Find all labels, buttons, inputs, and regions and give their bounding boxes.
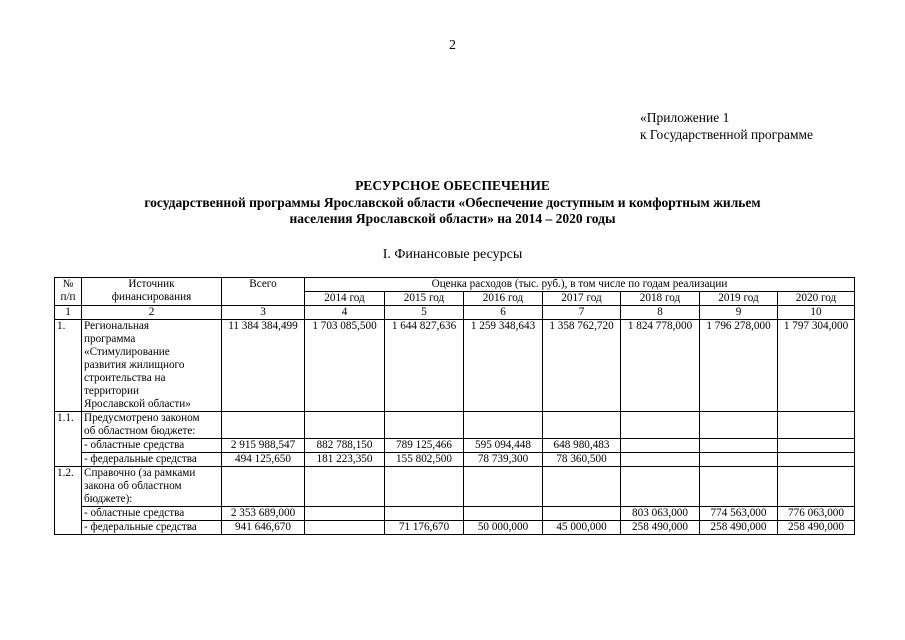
- value-cell: 45 000,000: [543, 521, 621, 535]
- row-source: [82, 412, 222, 439]
- value-cell: [778, 412, 855, 439]
- row-source: - областные средства: [82, 507, 222, 521]
- header-year: 2020 год: [778, 292, 855, 306]
- value-cell: 648 980,483: [543, 439, 621, 453]
- value-cell: [621, 453, 700, 467]
- value-cell: [464, 467, 543, 507]
- value-cell: 595 094,448: [464, 439, 543, 453]
- header-year: 2015 год: [385, 292, 464, 306]
- value-cell: 78 739,300: [464, 453, 543, 467]
- value-cell: 155 802,500: [385, 453, 464, 467]
- value-cell: [778, 453, 855, 467]
- row-source: - федеральные средства: [82, 521, 222, 535]
- value-cell: 803 063,000: [621, 507, 700, 521]
- header-num-line-2: п/п: [60, 291, 76, 303]
- source-line: развития жилищного: [84, 359, 185, 371]
- source-line: Предусмотрено законом: [84, 412, 200, 424]
- title-line-1: РЕСУРСНОЕ ОБЕСПЕЧЕНИЕ: [355, 178, 550, 193]
- value-cell: 181 223,350: [305, 453, 385, 467]
- row-number: 1.2.: [55, 467, 82, 535]
- value-cell: 1 703 085,500: [305, 320, 385, 412]
- page-number: 2: [449, 38, 456, 53]
- value-cell: [778, 467, 855, 507]
- source-line: территории: [84, 385, 139, 397]
- value-cell: [700, 439, 778, 453]
- value-cell: [222, 412, 305, 439]
- value-cell: [778, 439, 855, 453]
- column-number: 5: [385, 306, 464, 320]
- section-title: I. Финансовые ресурсы: [382, 247, 523, 262]
- column-number: 1: [55, 306, 82, 320]
- header-row-1: [55, 278, 855, 292]
- header-year: 2018 год: [621, 292, 700, 306]
- value-cell: [305, 507, 385, 521]
- value-cell: [305, 521, 385, 535]
- source-line: Региональная: [84, 320, 150, 332]
- source-line: закона об областном: [84, 480, 182, 492]
- header-source-line-2: финансирования: [111, 291, 192, 303]
- source-line: «Стимулирование: [84, 346, 170, 358]
- value-cell: 2 915 988,547: [222, 439, 305, 453]
- header-source: [82, 278, 222, 306]
- header-year: 2016 год: [464, 292, 543, 306]
- value-cell: 1 644 827,636: [385, 320, 464, 412]
- value-cell: 2 353 689,000: [222, 507, 305, 521]
- value-cell: [700, 412, 778, 439]
- row-source: [82, 467, 222, 507]
- table-row: [55, 320, 855, 412]
- value-cell: [621, 439, 700, 453]
- value-cell: 882 788,150: [305, 439, 385, 453]
- value-cell: 258 490,000: [700, 521, 778, 535]
- source-line: Справочно (за рамками: [84, 467, 196, 479]
- value-cell: 1 797 304,000: [778, 320, 855, 412]
- value-cell: 78 360,500: [543, 453, 621, 467]
- value-cell: [543, 412, 621, 439]
- title-line-2: государственной программы Ярославской области «Обеспечение доступным и комфортным жильем: [144, 194, 761, 210]
- header-row-column-numbers: [55, 306, 855, 320]
- source-line: об областном бюджете:: [84, 425, 196, 437]
- column-number: 6: [464, 306, 543, 320]
- header-source-line-1: Источник: [128, 278, 175, 290]
- value-cell: [700, 453, 778, 467]
- value-cell: [222, 467, 305, 507]
- header-num-line-1: №: [62, 278, 74, 290]
- value-cell: 941 646,670: [222, 521, 305, 535]
- value-cell: 258 490,000: [778, 521, 855, 535]
- value-cell: [464, 507, 543, 521]
- value-cell: [385, 467, 464, 507]
- value-cell: 1 824 778,000: [621, 320, 700, 412]
- table-row: [55, 439, 855, 453]
- value-cell: 494 125,650: [222, 453, 305, 467]
- value-cell: [543, 467, 621, 507]
- appendix-line-1: «Приложение 1: [640, 110, 730, 125]
- column-number: 2: [82, 306, 222, 320]
- value-cell: [543, 507, 621, 521]
- value-cell: [621, 412, 700, 439]
- table-row: [55, 412, 855, 439]
- row-source: - федеральные средства: [82, 453, 222, 467]
- row-source: [82, 320, 222, 412]
- row-number: 1.: [55, 320, 82, 412]
- value-cell: [700, 467, 778, 507]
- source-line: Ярославской области»: [84, 398, 191, 410]
- value-cell: [385, 507, 464, 521]
- table-row: [55, 507, 855, 521]
- header-year: 2014 год: [305, 292, 385, 306]
- source-line: программа: [84, 333, 136, 345]
- value-cell: [464, 412, 543, 439]
- value-cell: 789 125,466: [385, 439, 464, 453]
- column-number: 8: [621, 306, 700, 320]
- source-line: бюджете):: [84, 493, 133, 505]
- header-num: [55, 278, 82, 306]
- value-cell: 1 358 762,720: [543, 320, 621, 412]
- table-row: [55, 467, 855, 507]
- document-title: [0, 178, 905, 228]
- header-estimate: Оценка расходов (тыс. руб.), в том числе по годам реализации: [305, 278, 855, 292]
- value-cell: [621, 467, 700, 507]
- value-cell: 11 384 384,499: [222, 320, 305, 412]
- column-number: 10: [778, 306, 855, 320]
- value-cell: 71 176,670: [385, 521, 464, 535]
- value-cell: [385, 412, 464, 439]
- value-cell: 1 796 278,000: [700, 320, 778, 412]
- value-cell: 50 000,000: [464, 521, 543, 535]
- value-cell: 258 490,000: [621, 521, 700, 535]
- title-line-3: населения Ярославской области» на 2014 – 2020 годы: [289, 211, 616, 226]
- header-year: 2017 год: [543, 292, 621, 306]
- row-source: - областные средства: [82, 439, 222, 453]
- column-number: 4: [305, 306, 385, 320]
- value-cell: 776 063,000: [778, 507, 855, 521]
- appendix-reference: [640, 109, 813, 143]
- appendix-line-2: к Государственной программе: [640, 127, 814, 142]
- value-cell: 1 259 348,643: [464, 320, 543, 412]
- table-row: [55, 521, 855, 535]
- column-number: 3: [222, 306, 305, 320]
- value-cell: 774 563,000: [700, 507, 778, 521]
- value-cell: [305, 467, 385, 507]
- header-total: Всего: [222, 278, 305, 306]
- column-number: 7: [543, 306, 621, 320]
- source-line: строительства на: [84, 372, 166, 384]
- table-row: [55, 453, 855, 467]
- financial-resources-table: [54, 277, 855, 535]
- row-number: 1.1.: [55, 412, 82, 467]
- header-year: 2019 год: [700, 292, 778, 306]
- column-number: 9: [700, 306, 778, 320]
- value-cell: [305, 412, 385, 439]
